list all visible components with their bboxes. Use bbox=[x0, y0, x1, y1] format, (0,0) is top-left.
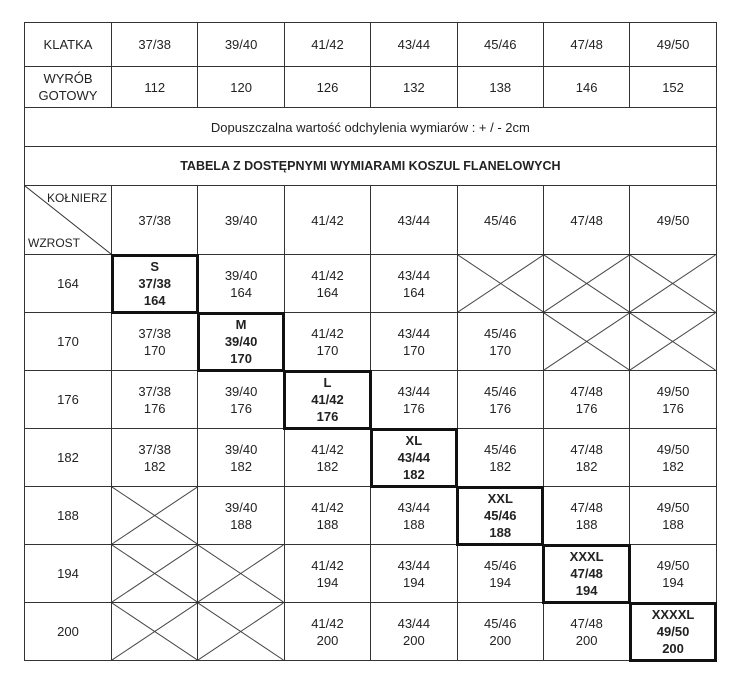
cross-mark-icon bbox=[112, 545, 197, 602]
cell-collar: 45/46 bbox=[483, 441, 517, 457]
collar-size-header: 43/44 bbox=[371, 186, 457, 255]
collar-size-header: 49/50 bbox=[630, 186, 716, 255]
recommended-size-cell bbox=[457, 487, 543, 545]
unavailable-cell bbox=[543, 255, 629, 313]
cell-collar: 39/40 bbox=[224, 267, 258, 283]
cell-collar: 41/42 bbox=[311, 615, 344, 631]
cell-collar: 49/50 bbox=[656, 557, 690, 573]
cell-height: 176 bbox=[403, 400, 425, 416]
size-cell bbox=[371, 603, 457, 661]
height-label-cell: 164 bbox=[25, 255, 112, 313]
cell-collar: 37/38 bbox=[138, 383, 171, 399]
chest-size: 45/46 bbox=[457, 23, 543, 67]
size-cell bbox=[457, 545, 543, 603]
cell-height: 170 bbox=[489, 342, 512, 358]
height-label-cell: 188 bbox=[25, 487, 112, 545]
tolerance-note: Dopuszczalna wartość odchylenia wymiarów : + / - 2cm bbox=[25, 108, 717, 147]
size-cell bbox=[284, 429, 370, 487]
size-cell bbox=[112, 429, 198, 487]
cell-collar: 39/40 bbox=[224, 441, 258, 457]
cell-collar: 43/44 bbox=[397, 325, 431, 341]
size-cell bbox=[371, 371, 457, 429]
cell-collar: 43/44 bbox=[397, 615, 431, 631]
cell-height: 194 bbox=[575, 583, 598, 598]
height-label: WZROST bbox=[28, 236, 80, 250]
cell-collar: 39/40 bbox=[224, 499, 258, 515]
cell-collar: 45/46 bbox=[483, 383, 517, 399]
cell-collar: 43/44 bbox=[397, 450, 431, 465]
finished-label bbox=[25, 67, 112, 108]
finished-value: 152 bbox=[630, 67, 716, 108]
cell-height: 188 bbox=[230, 516, 252, 532]
collar-size-header: 37/38 bbox=[112, 186, 198, 255]
height-label-cell: 182 bbox=[25, 429, 112, 487]
title-row bbox=[25, 147, 717, 186]
cell-height: 188 bbox=[316, 516, 339, 532]
height-label-cell: 200 bbox=[25, 603, 112, 661]
recommended-size-cell bbox=[198, 313, 284, 371]
height-label-cell: 194 bbox=[25, 545, 112, 603]
size-cell bbox=[457, 429, 543, 487]
size-letter: L bbox=[323, 375, 332, 390]
cell-collar: 45/46 bbox=[483, 508, 517, 523]
cell-height: 188 bbox=[489, 525, 512, 540]
height-label-cell: 170 bbox=[25, 313, 112, 371]
cell-height: 176 bbox=[230, 400, 252, 416]
finished-label-line1: WYRÓB bbox=[43, 71, 93, 86]
cell-collar: 49/50 bbox=[656, 624, 690, 639]
size-cell bbox=[457, 603, 543, 661]
cell-height: 182 bbox=[403, 467, 425, 482]
recommended-size-cell bbox=[371, 429, 457, 487]
chest-size: 41/42 bbox=[284, 23, 370, 67]
cell-collar: 41/42 bbox=[311, 557, 344, 573]
cell-collar: 47/48 bbox=[570, 615, 603, 631]
cell-height: 176 bbox=[316, 409, 339, 424]
unavailable-cell bbox=[112, 545, 198, 603]
size-cell bbox=[630, 371, 716, 429]
cell-height: 188 bbox=[662, 516, 684, 532]
cross-mark-icon bbox=[630, 313, 715, 370]
unavailable-cell bbox=[543, 313, 629, 371]
cell-height: 176 bbox=[489, 400, 512, 416]
cross-mark-icon bbox=[112, 487, 197, 544]
size-cell bbox=[543, 429, 629, 487]
size-cell bbox=[371, 255, 457, 313]
size-cell bbox=[371, 487, 457, 545]
height-row bbox=[25, 545, 717, 603]
collar-size-header: 41/42 bbox=[284, 186, 370, 255]
cell-collar: 49/50 bbox=[656, 441, 690, 457]
size-cell bbox=[457, 313, 543, 371]
cell-height: 170 bbox=[316, 342, 339, 358]
size-letter: XXXXL bbox=[651, 607, 695, 622]
size-cell bbox=[630, 429, 716, 487]
collar-size-header: 47/48 bbox=[543, 186, 629, 255]
cross-mark-icon bbox=[198, 603, 283, 660]
cell-height: 182 bbox=[230, 458, 252, 474]
unavailable-cell bbox=[198, 603, 284, 661]
cell-collar: 49/50 bbox=[656, 383, 690, 399]
size-letter: M bbox=[235, 317, 247, 332]
diagonal-header-cell bbox=[25, 186, 112, 255]
size-cell bbox=[371, 545, 457, 603]
cell-height: 182 bbox=[143, 458, 166, 474]
finished-label-line2: GOTOWY bbox=[38, 88, 98, 103]
cell-collar: 41/42 bbox=[311, 267, 344, 283]
chest-size: 43/44 bbox=[371, 23, 457, 67]
cell-collar: 45/46 bbox=[483, 615, 517, 631]
size-cell bbox=[198, 487, 284, 545]
cell-collar: 39/40 bbox=[224, 334, 258, 349]
size-cell bbox=[457, 371, 543, 429]
size-cell bbox=[371, 313, 457, 371]
size-letter: S bbox=[150, 259, 160, 274]
chest-row bbox=[25, 23, 717, 67]
size-cell bbox=[543, 371, 629, 429]
cell-height: 194 bbox=[489, 574, 512, 590]
cross-mark-icon bbox=[544, 255, 629, 312]
collar-header-row bbox=[25, 186, 717, 255]
size-cell bbox=[284, 603, 370, 661]
finished-value: 132 bbox=[371, 67, 457, 108]
cell-height: 194 bbox=[403, 574, 425, 590]
height-row bbox=[25, 313, 717, 371]
unavailable-cell bbox=[457, 255, 543, 313]
size-cell bbox=[198, 429, 284, 487]
size-cell bbox=[284, 255, 370, 313]
collar-size-header: 39/40 bbox=[198, 186, 284, 255]
finished-value: 126 bbox=[284, 67, 370, 108]
cell-collar: 41/42 bbox=[311, 499, 344, 515]
height-label-cell: 176 bbox=[25, 371, 112, 429]
cross-mark-icon bbox=[112, 603, 197, 660]
cell-collar: 43/44 bbox=[397, 267, 431, 283]
height-row bbox=[25, 603, 717, 661]
cell-height: 200 bbox=[403, 632, 425, 648]
cell-height: 200 bbox=[575, 632, 598, 648]
cell-collar: 37/38 bbox=[138, 325, 171, 341]
chest-size: 39/40 bbox=[198, 23, 284, 67]
size-cell bbox=[112, 371, 198, 429]
size-chart-table bbox=[24, 22, 717, 661]
collar-label: KOŁNIERZ bbox=[46, 191, 107, 205]
finished-value: 146 bbox=[543, 67, 629, 108]
cross-mark-icon bbox=[198, 545, 283, 602]
size-cell bbox=[630, 545, 716, 603]
unavailable-cell bbox=[630, 255, 716, 313]
cell-collar: 43/44 bbox=[397, 557, 431, 573]
cell-height: 182 bbox=[662, 458, 684, 474]
height-row bbox=[25, 429, 717, 487]
cell-collar: 47/48 bbox=[570, 499, 603, 515]
cell-collar: 45/46 bbox=[483, 325, 517, 341]
cell-collar: 47/48 bbox=[570, 383, 603, 399]
cell-height: 200 bbox=[316, 632, 339, 648]
cross-mark-icon bbox=[544, 313, 629, 370]
size-cell bbox=[198, 371, 284, 429]
cell-collar: 47/48 bbox=[570, 441, 603, 457]
table-title: TABELA Z DOSTĘPNYMI WYMIARAMI KOSZUL FLANELOWYCH bbox=[25, 147, 717, 186]
cell-height: 164 bbox=[143, 293, 166, 308]
unavailable-cell bbox=[630, 313, 716, 371]
cell-height: 164 bbox=[403, 284, 425, 300]
cell-collar: 47/48 bbox=[570, 566, 603, 581]
size-letter: XXXL bbox=[569, 549, 604, 564]
height-row bbox=[25, 371, 717, 429]
cell-collar: 49/50 bbox=[656, 499, 690, 515]
cell-height: 170 bbox=[143, 342, 166, 358]
cell-collar: 37/38 bbox=[138, 276, 171, 291]
cell-height: 188 bbox=[403, 516, 425, 532]
chest-label: KLATKA bbox=[25, 23, 112, 67]
chest-size: 49/50 bbox=[630, 23, 716, 67]
cell-collar: 43/44 bbox=[397, 383, 431, 399]
cross-mark-icon bbox=[458, 255, 543, 312]
size-cell bbox=[284, 545, 370, 603]
cell-collar: 41/42 bbox=[311, 441, 344, 457]
size-cell bbox=[543, 487, 629, 545]
recommended-size-cell bbox=[543, 545, 629, 603]
cell-collar: 43/44 bbox=[397, 499, 431, 515]
cell-height: 182 bbox=[575, 458, 598, 474]
chest-size: 47/48 bbox=[543, 23, 629, 67]
cell-height: 170 bbox=[403, 342, 425, 358]
cell-height: 176 bbox=[662, 400, 684, 416]
cell-height: 170 bbox=[230, 351, 252, 366]
finished-value: 138 bbox=[457, 67, 543, 108]
size-cell bbox=[198, 255, 284, 313]
height-row bbox=[25, 255, 717, 313]
size-cell bbox=[284, 313, 370, 371]
cell-height: 194 bbox=[316, 574, 339, 590]
cell-height: 194 bbox=[662, 574, 684, 590]
cell-collar: 41/42 bbox=[311, 392, 344, 407]
tolerance-row bbox=[25, 108, 717, 147]
unavailable-cell bbox=[112, 487, 198, 545]
cell-height: 200 bbox=[489, 632, 512, 648]
height-row bbox=[25, 487, 717, 545]
recommended-size-cell bbox=[284, 371, 370, 429]
cell-height: 200 bbox=[662, 641, 684, 656]
cross-mark-icon bbox=[630, 255, 715, 312]
size-cell bbox=[284, 487, 370, 545]
cell-height: 182 bbox=[316, 458, 339, 474]
chest-size: 37/38 bbox=[112, 23, 198, 67]
collar-size-header: 45/46 bbox=[457, 186, 543, 255]
size-cell bbox=[543, 603, 629, 661]
cell-collar: 39/40 bbox=[224, 383, 258, 399]
finished-value: 112 bbox=[112, 67, 198, 108]
cell-collar: 45/46 bbox=[483, 557, 517, 573]
cell-height: 176 bbox=[575, 400, 598, 416]
cell-height: 164 bbox=[230, 284, 252, 300]
cell-height: 176 bbox=[143, 400, 166, 416]
finished-product-row bbox=[25, 67, 717, 108]
size-letter: XL bbox=[405, 433, 423, 448]
size-cell bbox=[112, 313, 198, 371]
cell-collar: 41/42 bbox=[311, 325, 344, 341]
cell-height: 182 bbox=[489, 458, 512, 474]
cell-height: 188 bbox=[575, 516, 598, 532]
recommended-size-cell bbox=[112, 255, 198, 313]
recommended-size-cell bbox=[630, 603, 716, 661]
unavailable-cell bbox=[198, 545, 284, 603]
size-letter: XXL bbox=[487, 491, 513, 506]
size-cell bbox=[630, 487, 716, 545]
cell-height: 164 bbox=[316, 284, 339, 300]
unavailable-cell bbox=[112, 603, 198, 661]
cell-collar: 37/38 bbox=[138, 441, 171, 457]
finished-value: 120 bbox=[198, 67, 284, 108]
